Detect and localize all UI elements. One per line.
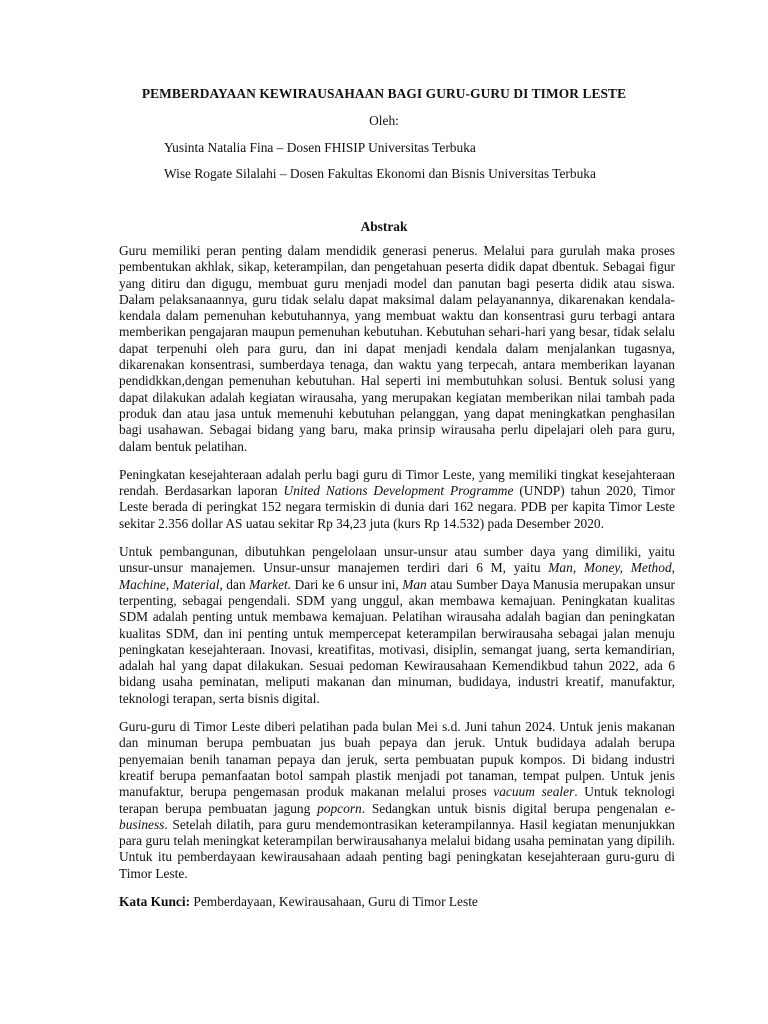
text-run: Dari ke 6 unsur ini, [291, 576, 403, 592]
keywords-line [119, 894, 675, 910]
text-run: . Setelah dilatih, para guru mendemontrasikan keterampilannya. Hasil kegiatan menunjukkan para guru telah meningkat keterampilan berwirausahanya melalui bidang usaha peminatan yang dipilih. Untuk itu pemberdayaan kewirausahaan adaah penting bagi peningkatan kesejahteraan guru-guru di Timor Leste. [119, 816, 675, 881]
text-run: Guru-guru di Timor Leste diberi pelatihan pada bulan Mei s.d. Juni tahun 2024. Untuk jenis makanan dan minuman berupa pembuatan jus buah pepaya dan jeruk. Untuk budidaya adalah berupa penyemaian benih tanaman pepaya dan jeruk, serta pembuatan pupuk kompos. Di bidang industri kreatif berupa pemanfaatan botol sampah plastik menjadi pot tanaman, tempat pulpen. Untuk jenis manufaktur, berupa pengemasan produk makanan melalui proses [119, 719, 675, 800]
text-run: , dan [219, 576, 250, 592]
byline-label: Oleh: [369, 113, 399, 128]
italic-run: Market. [249, 576, 292, 592]
author-2: Wise Rogate Silalahi – Dosen Fakultas Ekonomi dan Bisnis Universitas Terbuka [164, 166, 596, 181]
keywords-list: Pemberdayaan, Kewirausahaan, Guru di Timor Leste [190, 893, 478, 909]
text-run: atau Sumber Daya Manusia merupakan unsur terpenting, sebagai pengendali. SDM yang unggul, akan membawa kemajuan. Peningkatan kualitas SDM adalah penting untuk membawa kemajuan. Pelatihan wirausaha adalah bagian dan peningkatan kualitas SDM, dan ini penting untuk mempercepat keterampilan berwirausaha sebagai jalan menuju peningkatan kesejahteraan. Inovasi, kreatifitas, motivasi, disiplin, semangat juang, serta kemandirian, adalah hal yang dapat dilakukan. Sesuai pedoman Kewirausahaan Kemendikbud tahun 2022, ada 6 bidang usaha peminatan, meliputi makanan dan minuman, budidaya, industri kreatif, manufaktur, teknologi terapan, serta bisnis digital. [119, 576, 676, 706]
abstract-heading: Abstrak [360, 219, 408, 234]
abstract-body [119, 243, 675, 922]
paper-title: PEMBERDAYAAN KEWIRAUSAHAAN BAGI GURU-GURU DI TIMOR LESTE [141, 86, 627, 101]
text-run: Peningkatan kesejahteraan adalah perlu bagi guru di Timor Leste, yang memiliki tingkat kesejahteraan rendah. Berdasarkan laporan [119, 466, 675, 499]
italic-run: vacuum sealer [493, 784, 575, 800]
italic-run: popcorn [317, 800, 362, 816]
text-run: . Untuk teknologi terapan berupa pembuatan jagung [119, 784, 675, 816]
abstract-paragraph-4 [119, 719, 675, 882]
author-1: Yusinta Natalia Fina – Dosen FHISIP Universitas Terbuka [164, 140, 476, 155]
italic-run: Man [402, 576, 427, 592]
text-run: (UNDP) tahun 2020, Timor Leste berada di peringkat 152 negara termiskin di dunia dari 162 negara. PDB per kapita Timor Leste sekitar 2.356 dollar AS uatau sekitar Rp 34,23 juta (kurs Rp 14.532) pada Desember 2020. [119, 483, 676, 531]
italic-run: Man, Money, Method, Machine, Material [119, 560, 675, 592]
keywords-label: Kata Kunci: [119, 893, 191, 909]
text-run: . Sedangkan untuk bisnis digital berupa pengenalan [361, 800, 665, 816]
italic-run: United Nations Development Programme [283, 483, 514, 499]
italic-run: e-business [119, 800, 675, 832]
abstract-paragraph-3 [119, 544, 675, 707]
abstract-paragraph-2 [119, 467, 675, 532]
abstract-paragraph-1: Guru memiliki peran penting dalam mendidik generasi penerus. Melalui para gurulah maka proses pembentukan akhlak, sikap, keterampilan, dan pengetahuan peserta didik dapat dbentuk. Sebagai figur yang ditiru dan digugu, membuat guru menjadi model dan panutan bagi peserta didik atau siswa. Dalam pelaksanaannya, guru tidak selalu dapat maksimal dalam pelayanannya, dikarenakan kendala-kendala dalam pemenuhan kebutuhannya, yang membuat waktu dan konsentrasi guru terbagi antara memberikan pengajaran maupun pemenuhan kebutuhan. Kebutuhan sehari-hari yang besar, tidak selalu dapat terpenuhi oleh para guru, dan ini dapat menjadi kendala dalam menjalankan tugasnya, dikarenakan konsentrasi, sumberdaya tenaga, dan waktu yang terpecah, antara memberikan layanan pendidkkan,dengan pemenuhan kebutuhan. Hal seperti ini membutuhkan solusi. Bentuk solusi yang dapat dilakukan adalah kegiatan wirausaha, yang merupakan kegiatan memberikan nilai tambah pada produk dan atau jasa untuk memenuhi kebutuhan pelanggan, yang dapat meningkatkan penghasilan bagi usahawan. Sebagai bidang yang baru, maka prinsip wirausaha perlu dipelajari oleh para guru, dalam bentuk pelatihan. [119, 243, 675, 454]
text-run: Untuk pembangunan, dibutuhkan pengelolaan unsur-unsur atau sumber daya yang dimiliki, yaitu unsur-unsur manajemen. Unsur-unsur manajemen terdiri dari 6 M, yaitu [119, 544, 675, 576]
